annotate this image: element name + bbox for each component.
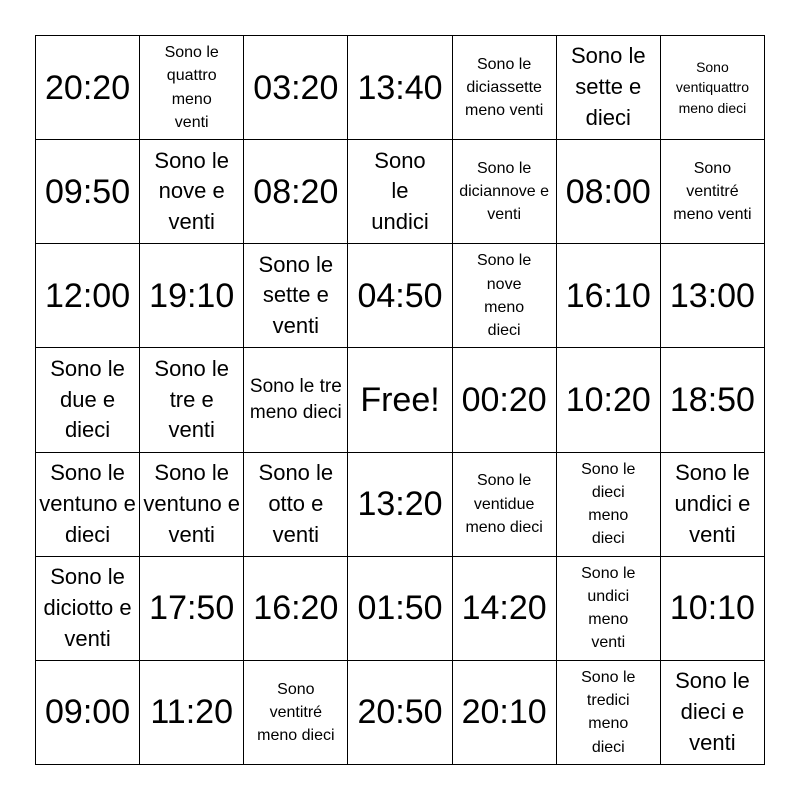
bingo-cell[interactable]	[36, 453, 140, 557]
bingo-cell[interactable]	[140, 453, 244, 557]
cell-text: 00:20	[461, 380, 547, 419]
cell-text: Sono le undici e venti	[674, 459, 751, 547]
bingo-cell[interactable]	[661, 140, 765, 244]
cell-text: 16:10	[565, 276, 651, 315]
cell-text: Sono le dieci meno dieci	[581, 460, 636, 548]
cell-text: 20:50	[357, 693, 443, 732]
bingo-cell[interactable]	[557, 36, 661, 140]
bingo-cell[interactable]	[453, 140, 557, 244]
bingo-cell[interactable]	[661, 661, 765, 765]
bingo-cell[interactable]	[140, 557, 244, 661]
cell-text: 13:40	[357, 68, 443, 107]
cell-text: 20:10	[461, 693, 547, 732]
cell-text: 08:00	[565, 172, 651, 211]
cell-text: 12:00	[45, 276, 131, 315]
bingo-cell[interactable]	[453, 348, 557, 452]
cell-text: 10:10	[669, 589, 755, 628]
cell-text: 16:20	[253, 589, 339, 628]
bingo-cell[interactable]	[140, 244, 244, 348]
bingo-cell[interactable]	[36, 348, 140, 452]
cell-text: Sono le otto e venti	[258, 459, 334, 547]
free-space[interactable]	[348, 348, 452, 452]
cell-text: 03:20	[253, 68, 339, 107]
bingo-cell[interactable]	[557, 453, 661, 557]
bingo-cell[interactable]	[140, 140, 244, 244]
cell-text: 19:10	[149, 276, 235, 315]
cell-text: 13:20	[357, 485, 443, 524]
cell-text: Sono le ventuno e venti	[143, 459, 241, 547]
bingo-cell[interactable]	[557, 244, 661, 348]
bingo-cell[interactable]	[348, 36, 452, 140]
cell-text: 09:50	[45, 172, 131, 211]
cell-text: 01:50	[357, 589, 443, 628]
cell-text: Sono le quattro meno venti	[164, 44, 219, 131]
cell-text: Sono le dieci e venti	[675, 668, 750, 755]
bingo-cell[interactable]	[244, 348, 348, 452]
bingo-cell[interactable]	[453, 557, 557, 661]
bingo-cell[interactable]	[36, 661, 140, 765]
cell-text: Sono le due e dieci	[50, 355, 125, 443]
cell-text: 08:20	[253, 172, 339, 211]
bingo-cell[interactable]	[348, 244, 452, 348]
bingo-card	[35, 35, 765, 765]
bingo-cell[interactable]	[348, 661, 452, 765]
cell-text: 10:20	[565, 380, 651, 419]
cell-text: Sono le ventuno e dieci	[39, 459, 136, 547]
bingo-cell[interactable]	[244, 36, 348, 140]
bingo-cell[interactable]	[661, 453, 765, 557]
cell-text: 20:20	[45, 68, 131, 107]
cell-text: 17:50	[149, 589, 235, 628]
cell-text: Sono le diciotto e venti	[43, 564, 132, 651]
bingo-cell[interactable]	[140, 348, 244, 452]
cell-text: Sono le tre meno dieci	[249, 376, 342, 423]
bingo-cell[interactable]	[36, 36, 140, 140]
cell-text: Sono ventitré meno dieci	[257, 680, 335, 745]
cell-text: Sono le ventidue meno dieci	[465, 472, 543, 536]
cell-text: Sono le nove meno dieci	[476, 252, 532, 340]
cell-text: Sono le nove e venti	[154, 147, 230, 235]
cell-text: 11:20	[150, 693, 233, 732]
bingo-cell[interactable]	[453, 36, 557, 140]
bingo-cell[interactable]	[557, 348, 661, 452]
bingo-cell[interactable]	[36, 244, 140, 348]
bingo-cell[interactable]	[661, 36, 765, 140]
bingo-cell[interactable]	[557, 140, 661, 244]
free-space-text: Free!	[360, 380, 440, 419]
bingo-cell[interactable]	[244, 140, 348, 244]
bingo-cell[interactable]	[244, 453, 348, 557]
bingo-cell[interactable]	[661, 557, 765, 661]
cell-text: Sono le tre e venti	[154, 355, 230, 443]
cell-text: 09:00	[45, 693, 131, 732]
bingo-cell[interactable]	[453, 244, 557, 348]
bingo-cell[interactable]	[244, 557, 348, 661]
cell-text: Sono le undici	[371, 147, 429, 235]
bingo-cell[interactable]	[661, 348, 765, 452]
cell-text: Sono ventiquattro meno dieci	[675, 59, 749, 116]
bingo-cell[interactable]	[348, 140, 452, 244]
cell-text: Sono le diciannove e venti	[459, 159, 550, 224]
bingo-cell[interactable]	[36, 140, 140, 244]
cell-text: 18:50	[669, 380, 755, 419]
bingo-cell[interactable]	[453, 661, 557, 765]
cell-text: Sono le undici meno venti	[581, 564, 636, 652]
bingo-cell[interactable]	[557, 557, 661, 661]
bingo-cell[interactable]	[244, 661, 348, 765]
bingo-cell[interactable]	[557, 661, 661, 765]
bingo-cell[interactable]	[140, 36, 244, 140]
bingo-cell[interactable]	[140, 661, 244, 765]
cell-text: 14:20	[461, 589, 547, 628]
bingo-cell[interactable]	[661, 244, 765, 348]
bingo-cell[interactable]	[348, 557, 452, 661]
cell-text: Sono ventitré meno venti	[673, 159, 752, 224]
cell-text: Sono le sette e venti	[258, 251, 334, 339]
bingo-cell[interactable]	[453, 453, 557, 557]
cell-text: Sono le tredici meno dieci	[581, 669, 636, 756]
bingo-cell[interactable]	[244, 244, 348, 348]
cell-text: 04:50	[357, 276, 443, 315]
cell-text: 13:00	[669, 276, 755, 315]
bingo-cell[interactable]	[348, 453, 452, 557]
bingo-cell[interactable]	[36, 557, 140, 661]
cell-text: Sono le diciassette meno venti	[464, 55, 544, 120]
cell-text: Sono le sette e dieci	[570, 43, 646, 130]
